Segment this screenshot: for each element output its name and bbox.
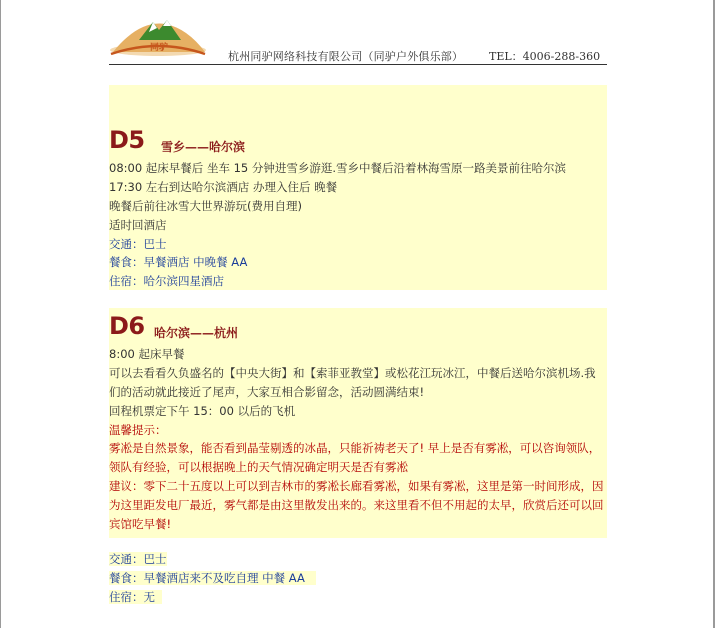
day6-tip-2: 建议：零下二十五度以上可以到吉林市的雾凇长廊看雾凇，如果有雾凇，这里是第一时间形成，因为这里距发电厂最近，雾气都是由这里散发出来的。来这里看不但不用起的太早，欣赏后还可以回宾馆吃早餐! [109,479,604,531]
day6-meals-main: 餐食：早餐酒店来不及吃自理 [109,571,259,585]
day5-meals-extra: 中晚餐 AA [193,255,248,269]
day5-transport: 交通：巴士 [109,237,167,251]
day6-meals [109,569,316,588]
day6-tip-label: 温馨提示： [109,423,167,437]
day5-meals [109,253,247,272]
day6-paragraph-1: 可以去看看久负盛名的【中央大街】和【索菲亚教堂】或松花江玩冰江，中餐后送哈尔滨机场.我们的活动就此接近了尾声，大家互相合影留念，活动圆满结束! [109,366,596,399]
day6-title: 哈尔滨——杭州 [154,326,239,340]
telephone: TEL：4006-288-360 [489,50,601,63]
day6-transport [109,550,167,569]
day5-line-1: 08:00 起床早餐后 坐车 15 分钟进雪乡游逛.雪乡中餐后沿着林海雪原一路美景前往哈尔滨 [109,161,567,175]
company-name: 杭州同驴网络科技有限公司（同驴户外俱乐部） [228,50,464,63]
day5-line-2: 17:30 左右到达哈尔滨酒店 办理入住后 晚餐 [109,180,338,194]
day5-meals-main: 餐食：早餐酒店 [109,255,190,269]
day6-transport-text: 交通：巴士 [109,552,167,566]
logo-text: 同驴 [150,43,169,53]
company-logo [109,14,207,56]
day6-number: D6 [109,312,145,340]
day5-number: D5 [109,126,145,154]
day6-lodging-text: 住宿：无 [109,590,155,604]
day6-line-1: 8:00 起床早餐 [109,347,185,361]
day6-tip-1: 雾凇是自然景象，能否看到晶莹剔透的冰晶，只能祈祷老天了! 早上是否有雾凇，可以咨询领队，领队有经验，可以根据晚上的天气情况确定明天是否有雾凇 [109,441,601,474]
day6-meals-extra: 中餐 AA [262,571,305,585]
day6-lodging [109,588,162,607]
day5-line-3: 晚餐后前往冰雪大世界游玩(费用自理) [109,199,302,213]
page-border-left [0,0,1,628]
day5-title: 雪乡——哈尔滨 [161,140,246,154]
day6-line-2: 回程机票定下午 15：00 以后的飞机 [109,404,296,418]
day5-lodging: 住宿：哈尔滨四星酒店 [109,274,224,288]
day5-line-4: 适时回酒店 [109,218,167,232]
header-rule [109,64,607,65]
